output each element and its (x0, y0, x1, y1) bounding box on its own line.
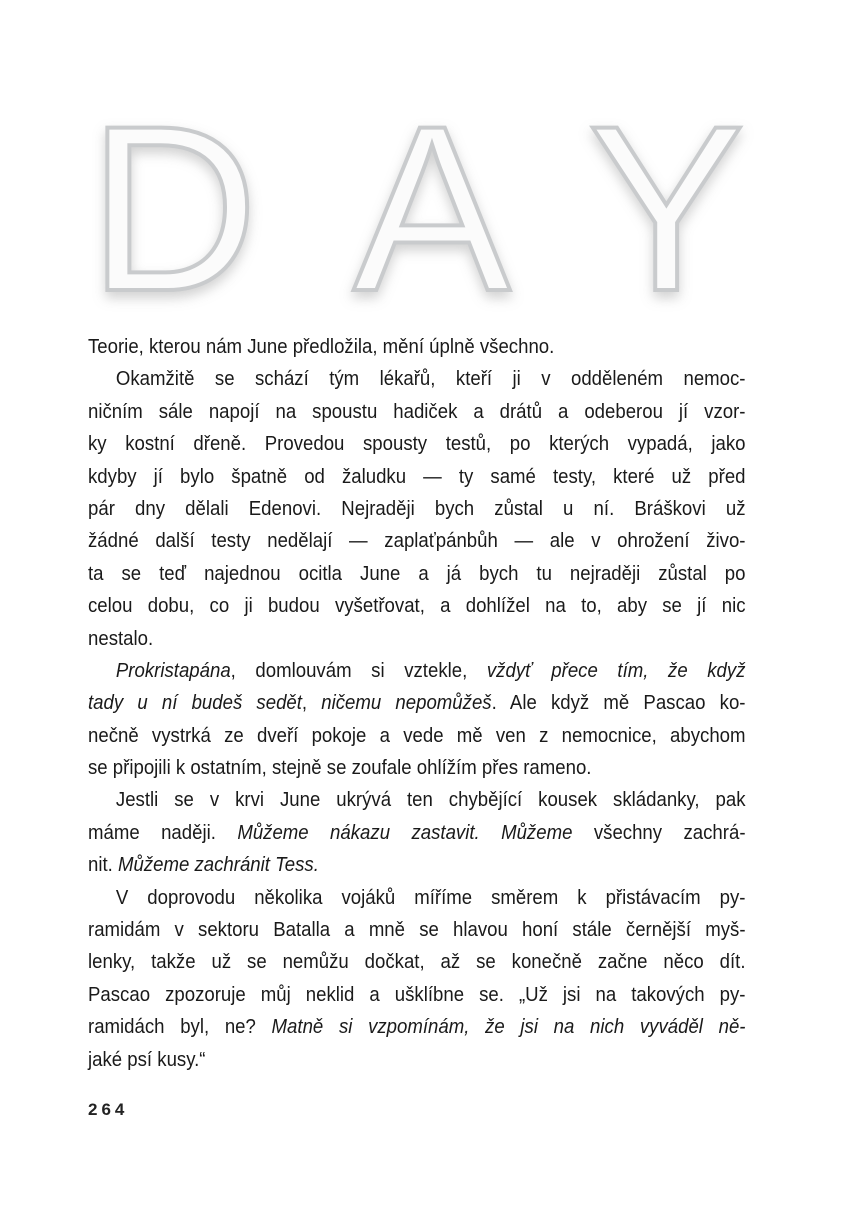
text-segment: všechny zachrá- (572, 821, 746, 844)
text-segment: lenky, takže už se nemůžu dočkat, až se konečně začne něco dít. (88, 951, 746, 974)
text-line (88, 784, 746, 816)
text-line (88, 590, 746, 622)
text-segment: , domlouvám si vztekle, (230, 659, 487, 682)
text-segment: . Ale když mě Pascao ko- (491, 692, 746, 715)
text-line (88, 623, 746, 655)
text-segment: ramidám v sektoru Batalla a mně se hlavou honí stále černější myš- (88, 919, 746, 942)
text-segment: celou dobu, co ji budou vyšetřovat, a dohlížel na to, aby se jí nic (88, 595, 746, 618)
text-line (88, 1044, 746, 1076)
text-line (88, 428, 746, 460)
text-line (88, 396, 746, 428)
text-segment: Okamžitě se schází tým lékařů, kteří ji v odděleném nemoc- (115, 368, 746, 391)
text-line (88, 979, 746, 1011)
text-line (88, 363, 746, 395)
text-segment: máme naději. (88, 821, 238, 844)
text-segment: nit. (88, 854, 118, 877)
text-segment: nečně vystrká ze dveří pokoje a vede mě ven z nemocnice, abychom (88, 724, 746, 747)
text-line (88, 331, 746, 363)
text-line (88, 817, 746, 849)
text-line (88, 558, 746, 590)
text-segment: ta se teď najednou ocitla June a já bych tu nejraději zůstal po (88, 562, 746, 585)
body-text (88, 331, 746, 1076)
text-line (88, 914, 746, 946)
text-segment: ramidách byl, ne? (88, 1016, 272, 1039)
text-line (88, 655, 746, 687)
italic-text: vždyť přece tím, že když (486, 659, 746, 682)
text-segment: Teorie, kterou nám June předložila, mění úplně všechno. (88, 336, 555, 358)
text-segment: ničním sále napojí na spoustu hadiček a drátů a odeberou jí vzor- (88, 400, 746, 423)
text-line (88, 720, 746, 752)
text-line (88, 849, 746, 881)
text-segment: , (301, 692, 322, 715)
text-line (88, 1011, 746, 1043)
italic-text: Můžeme zachránit Tess. (117, 854, 319, 877)
text-segment: se připojili k ostatním, stejně se zoufale ohlížím přes rameno. (88, 757, 592, 780)
chapter-title-text: DAY (88, 95, 745, 315)
italic-text: ničemu nepomůžeš (321, 692, 492, 715)
italic-text: tady u ní budeš sedět (88, 692, 302, 715)
text-segment: jaké psí kusy.“ (88, 1048, 206, 1071)
chapter-title (70, 95, 770, 315)
text-segment: žádné další testy nedělají — zaplaťpánbůh — ale v ohrožení živo- (88, 530, 746, 553)
text-segment: ky kostní dřeně. Provedou spousty testů, po kterých vypadá, jako (88, 433, 746, 456)
text-line (88, 946, 746, 978)
text-segment: nestalo. (88, 627, 154, 650)
italic-text: Matně si vzpomínám, že jsi na nich vyváděl ně- (271, 1016, 746, 1039)
text-line (88, 461, 746, 493)
italic-text: Prokristapána (115, 659, 231, 682)
text-line (88, 525, 746, 557)
page-number: 264 (88, 1100, 129, 1119)
italic-text: Můžeme nákazu zastavit. Můžeme (237, 821, 573, 844)
text-segment: Jestli se v krvi June ukrývá ten chybějící kousek skládanky, pak (115, 789, 746, 812)
text-line (88, 752, 746, 784)
text-segment: pár dny dělali Edenovi. Nejraději bych zůstal u ní. Bráškovi už (88, 497, 746, 520)
text-line (88, 493, 746, 525)
text-segment: Pascao zpozoruje můj neklid a ušklíbne se. „Už jsi na takových py- (88, 983, 746, 1006)
text-segment: kdyby jí bylo špatně od žaludku — ty samé testy, které už před (88, 465, 746, 488)
text-line (88, 882, 746, 914)
text-segment: V doprovodu několika vojáků míříme směrem k přistávacím py- (115, 886, 746, 909)
text-line (88, 687, 746, 719)
